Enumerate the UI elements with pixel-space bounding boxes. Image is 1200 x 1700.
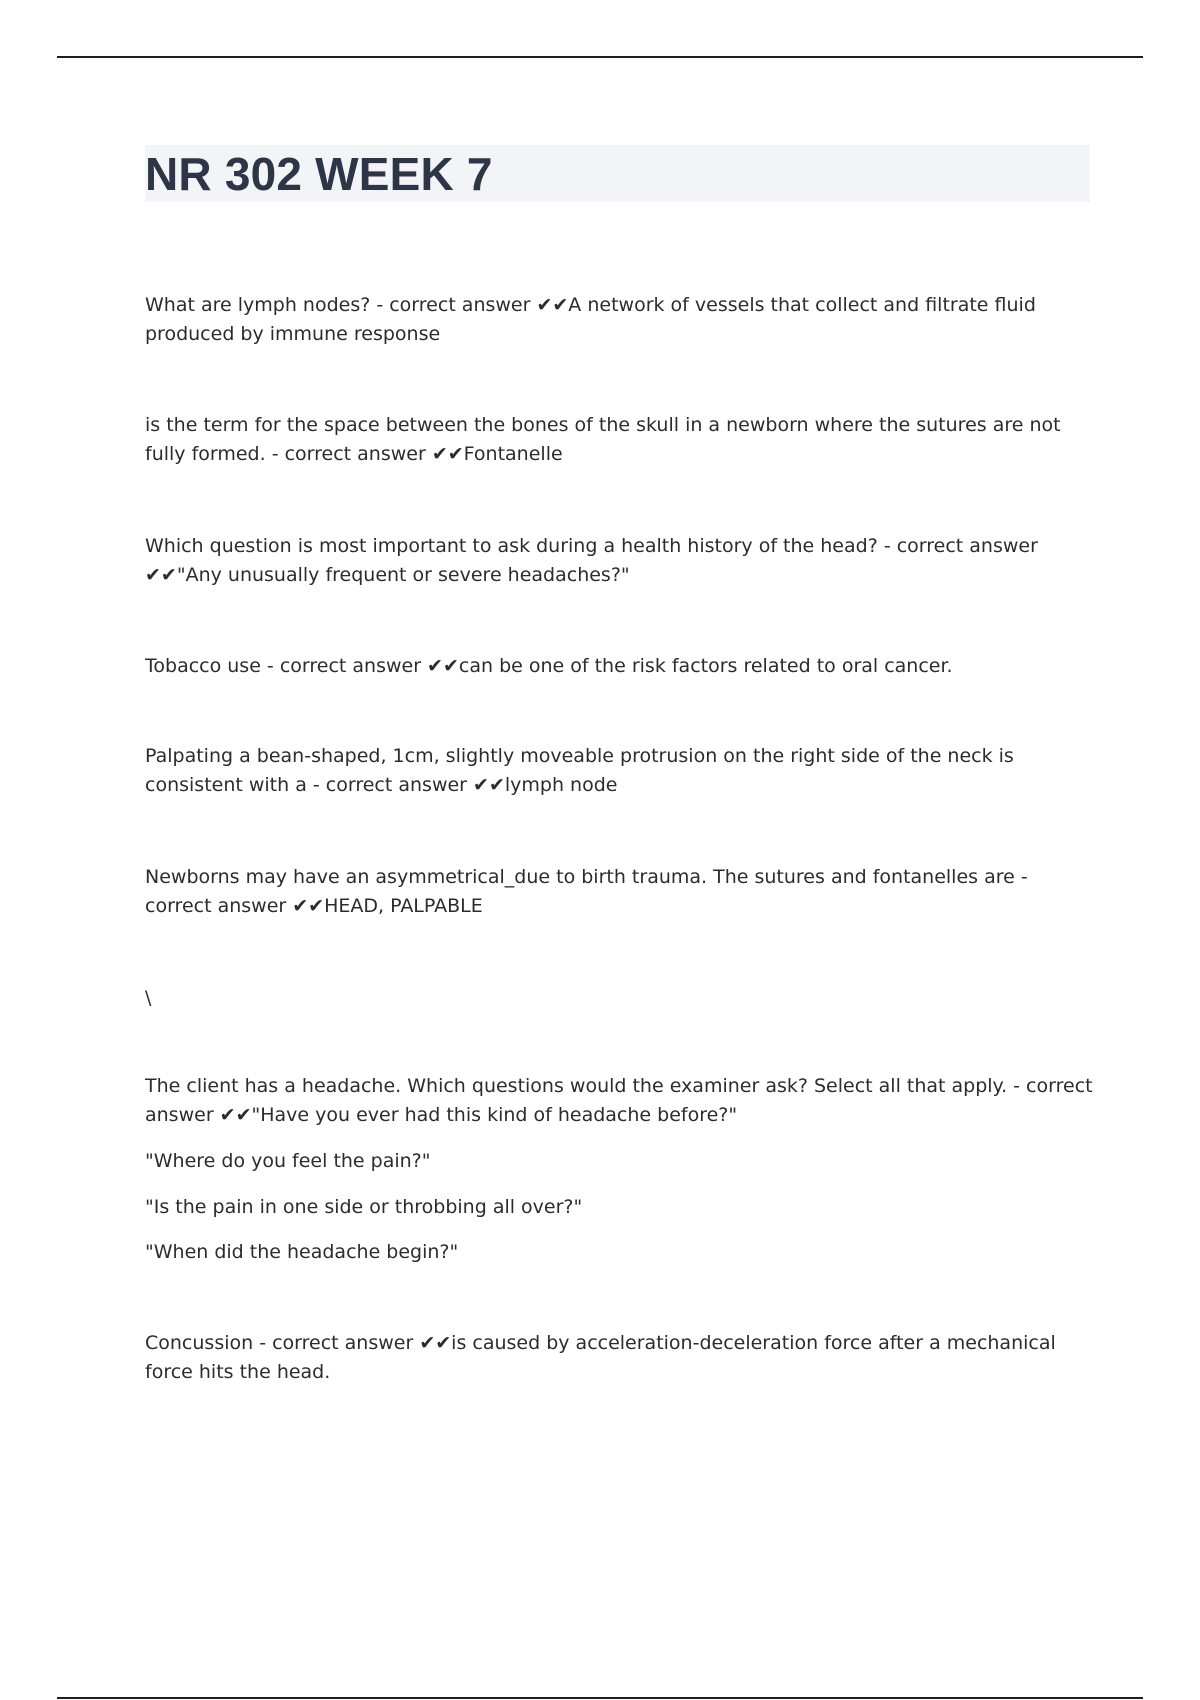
qa-entry-headache: The client has a headache. Which questions would the examiner ask? Select all that apply. - correct answer ✔✔"Have you ever had this kind of headache before?": [145, 1075, 1093, 1126]
qa-answer-line: "Is the pain in one side or throbbing all over?": [145, 1196, 583, 1218]
page-title: NR 302 WEEK 7: [145, 148, 493, 200]
top-rule: [57, 56, 1143, 58]
stray-backslash: \: [145, 987, 152, 1009]
qa-answer-line: "Where do you feel the pain?": [145, 1150, 431, 1172]
qa-entry-concussion: Concussion - correct answer ✔✔is caused by acceleration-deceleration force after a mechanical force hits the head.: [145, 1332, 1056, 1383]
qa-entry-newborns: Newborns may have an asymmetrical_due to birth trauma. The sutures and fontanelles are - correct answer ✔✔HEAD, PALPABLE: [145, 866, 1028, 917]
qa-entry-lymph-nodes: What are lymph nodes? - correct answer ✔✔A network of vessels that collect and filtrate fluid produced by immune response: [145, 294, 1036, 345]
qa-entry-palpating: Palpating a bean-shaped, 1cm, slightly moveable protrusion on the right side of the neck is consistent with a - correct answer ✔✔lymph node: [145, 745, 1014, 796]
bottom-rule: [57, 1697, 1143, 1699]
qa-answer-line: "When did the headache begin?": [145, 1241, 459, 1263]
qa-entry-head-history: Which question is most important to ask during a health history of the head? - correct answer ✔✔"Any unusually frequent or severe headaches?": [145, 535, 1038, 586]
qa-entry-tobacco: Tobacco use - correct answer ✔✔can be one of the risk factors related to oral cancer.: [145, 655, 953, 677]
qa-entry-fontanelle: is the term for the space between the bones of the skull in a newborn where the sutures are not fully formed. - correct answer ✔✔Fontanelle: [145, 414, 1061, 465]
